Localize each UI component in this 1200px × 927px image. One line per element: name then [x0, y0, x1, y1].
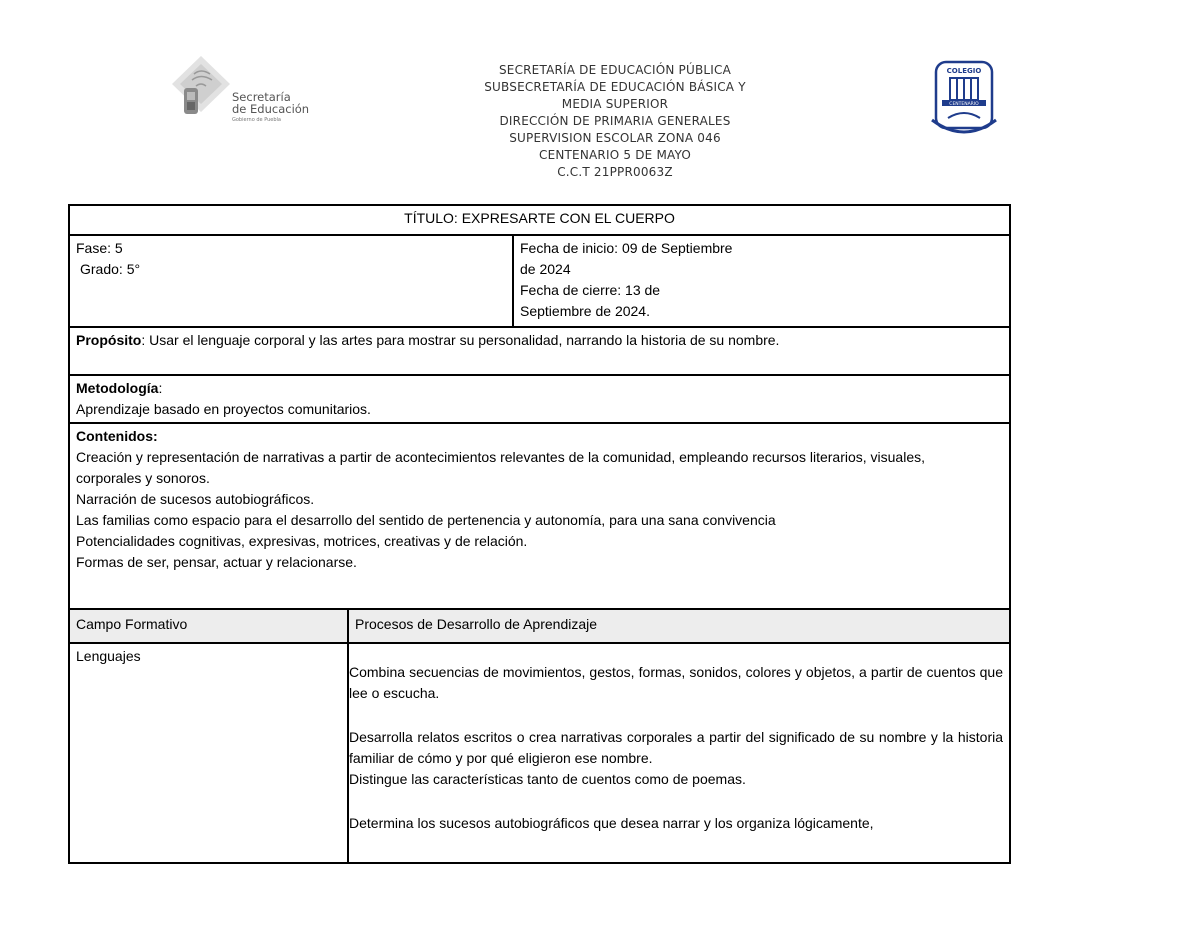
secretaria-educacion-logo — [170, 54, 310, 124]
logo-text-line3: Gobierno de Puebla — [232, 117, 281, 123]
metodologia-label: Metodología — [76, 380, 159, 396]
proposito-cell — [69, 327, 1010, 375]
logo-text-line2: de Educación — [232, 102, 310, 116]
proceso-item: Determina los sucesos autobiográficos que desea narrar y los organiza lógicamente, — [349, 815, 874, 831]
fase-grado-cell — [69, 235, 513, 327]
contenido-item: Narración de sucesos autobiográficos. — [76, 491, 315, 507]
col-header-procesos: Procesos de Desarrollo de Aprendizaje — [348, 609, 1010, 643]
metodologia-colon: : — [158, 380, 163, 396]
logo-text-line1: Secretaría — [232, 90, 291, 104]
proposito-label: Propósito — [76, 332, 142, 348]
header-line: C.C.T 21PPR0063Z — [557, 165, 673, 179]
fecha-inicio-line2: de 2024 — [520, 261, 571, 277]
campo-lenguajes: Lenguajes — [69, 643, 348, 863]
state-emblem-icon — [170, 54, 232, 122]
header-line: SUPERVISION ESCOLAR ZONA 046 — [509, 131, 721, 145]
logo-right-band-text: CENTENARIO — [949, 102, 979, 107]
contenidos-label: Contenidos: — [76, 428, 158, 444]
procesos-cell — [348, 643, 1010, 863]
metodologia-text: Aprendizaje basado en proyectos comunitarios. — [76, 401, 371, 417]
header-line: MEDIA SUPERIOR — [561, 97, 669, 111]
contenido-item: Creación y representación de narrativas a partir de acontecimientos relevantes de la comunidad, empleando recursos literarios, visuales, corporales y sonoros. — [76, 449, 925, 486]
grado-text: Grado: 5° — [80, 261, 141, 277]
contenido-item: Las familias como espacio para el desarrollo del sentido de pertenencia y autonomía, para una sana convivencia — [76, 512, 776, 528]
contenidos-cell — [69, 423, 1010, 609]
proceso-item: Desarrolla relatos escritos o crea narrativas corporales a partir del significado de su nombre y la historia familiar de cómo y por qué eligieron ese nombre. — [349, 729, 1004, 766]
header-line: DIRECCIÓN DE PRIMARIA GENERALES — [499, 114, 731, 128]
proposito-text: : Usar el lenguaje corporal y las artes para mostrar su personalidad, narrando la historia de su nombre. — [141, 332, 780, 348]
col-header-campo: Campo Formativo — [69, 609, 348, 643]
header-line: CENTENARIO 5 DE MAYO — [538, 148, 691, 162]
planning-table — [68, 204, 1011, 864]
logo-right-top-text: COLEGIO — [946, 67, 982, 75]
header-line: SECRETARÍA DE EDUCACIÓN PÚBLICA — [498, 63, 732, 77]
contenido-item: Formas de ser, pensar, actuar y relacionarse. — [76, 554, 357, 570]
fecha-cierre-line2: Septiembre de 2024. — [520, 303, 650, 319]
fase-text: Fase: 5 — [76, 240, 123, 256]
proceso-item: Distingue las características tanto de cuentos como de poemas. — [349, 771, 746, 787]
colegio-centenario-logo — [930, 60, 998, 140]
contenido-item: Potencialidades cognitivas, expresivas, motrices, creativas y de relación. — [76, 533, 528, 549]
institution-header — [395, 62, 835, 181]
proceso-item: Combina secuencias de movimientos, gestos, formas, sonidos, colores y objetos, a partir de cuentos que lee o escucha. — [349, 664, 1004, 701]
project-title: TÍTULO: EXPRESARTE CON EL CUERPO — [69, 205, 1010, 235]
fecha-inicio-line1: Fecha de inicio: 09 de Septiembre — [520, 240, 733, 256]
fecha-cierre-line1: Fecha de cierre: 13 de — [520, 282, 661, 298]
fechas-cell — [513, 235, 1010, 327]
metodologia-cell — [69, 375, 1010, 423]
header-line: SUBSECRETARÍA DE EDUCACIÓN BÁSICA Y — [484, 80, 746, 94]
